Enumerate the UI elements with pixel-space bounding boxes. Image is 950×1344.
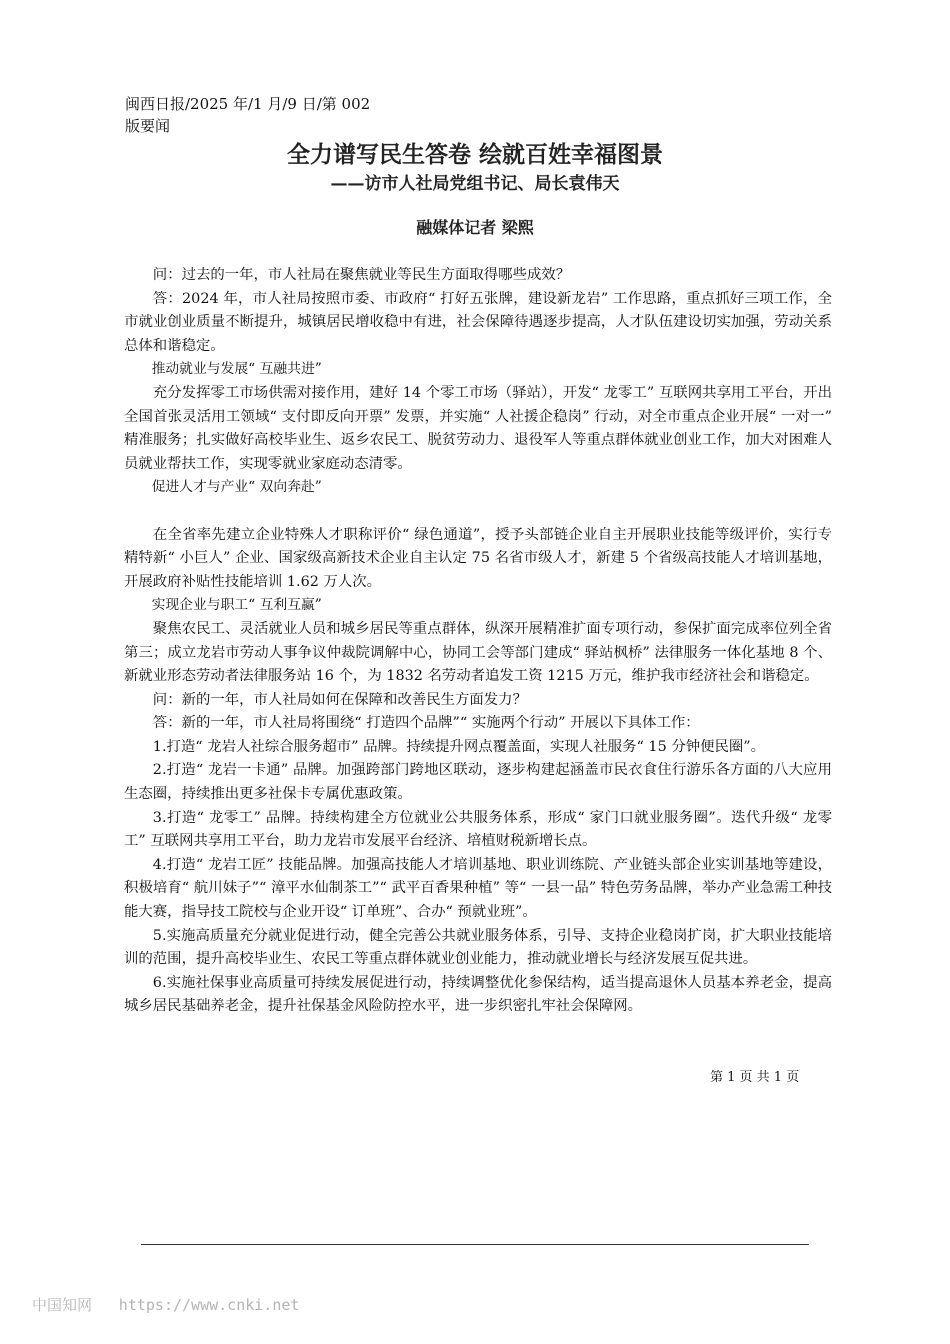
source-line: 闽西日报/2025 年/1 月/9 日/第 002 <box>125 95 371 113</box>
list-item: 1.打造“ 龙岩人社综合服务超市” 品牌。持续提升网点覆盖面，实现人社服务“ 15 分钟便民圈”。 <box>152 738 766 755</box>
list-item: 5.实施高质量充分就业促进行动，健全完善公共就业服务体系，引导、支持企业稳岗扩岗，扩大职业技能培训的范围，提升高校毕业生、农民工等重点群体就业创业能力，推动就业增长与经济发展互促共进。 <box>124 927 832 968</box>
list-item: 2.打造“ 龙岩一卡通” 品牌。加强跨部门跨地区联动，逐步构建起涵盖市民衣食住行游乐各方面的八大应用生态圈，持续推出更多社保卡专属优惠政策。 <box>124 762 832 803</box>
page-indicator: 第 1 页 共 1 页 <box>710 1070 800 1085</box>
section-subheading: 实现企业与职工“ 互利互赢” <box>151 597 322 614</box>
footer <box>32 1294 299 1316</box>
article-title: 全力谱写民生答卷 绘就百姓幸福图景 <box>286 142 663 168</box>
answer-paragraph: 答：2024 年，市人社局按照市委、市政府“ 打好五张牌，建设新龙岩” 工作思路，重点抓好三项工作，全市就业创业质量不断提升，城镇居民增收稳中有进，社会保障待遇逐步提高，人才队伍建设切实加强，劳动关系总体和谐稳定。 <box>124 290 832 354</box>
section-subheading: 推动就业与发展“ 互融共进” <box>151 361 322 378</box>
list-item: 3.打造“ 龙零工” 品牌。持续构建全方位就业公共服务体系，形成“ 家门口就业服务圈”。迭代升级“ 龙零工” 互联网共享用工平台，助力龙岩市发展平台经济、培植财税新增长点。 <box>124 809 832 850</box>
section-subheading: 促进人才与产业“ 双向奔赴” <box>151 479 322 496</box>
list-item: 4.打造“ 龙岩工匠” 技能品牌。加强高技能人才培训基地、职业训练院、产业链头部企业实训基地等建设，积极培育“ 航川妹子”“ 漳平水仙制茶工”“ 武平百香果种植” 等“ 一县一品” 特色劳务品牌，举办产业急需工种技能大赛，指导技工院校与企业开设“ 订单班”、合办“ 预就业班”。 <box>124 856 832 921</box>
body-paragraph: 聚焦农民工、灵活就业人员和城乡居民等重点群体，纵深开展精准扩面专项行动，参保扩面完成率位列全省第三；成立龙岩市劳动人事争议仲裁院调解中心，协同工会等部门建成“ 驿站枫桥” 法律服务一体化基地 8 个、新就业形态劳动者法律服务站 16 个，为 1832 名劳动者追发工资 1215 万元，维护我市经济社会和谐稳定。 <box>124 620 832 685</box>
question-paragraph: 问：过去的一年，市人社局在聚焦就业等民生方面取得哪些成效？ <box>152 267 571 283</box>
footer-divider <box>141 1244 809 1245</box>
answer-paragraph: 答：新的一年，市人社局将围绕“ 打造四个品牌”“ 实施两个行动” 开展以下具体工作： <box>152 715 700 732</box>
source-info <box>125 93 370 137</box>
site-name: 中国知网 <box>32 1296 93 1314</box>
article-subtitle: ——访市人社局党组书记、局长袁伟天 <box>330 174 620 194</box>
question-paragraph: 问：新的一年，市人社局如何在保障和改善民生方面发力？ <box>152 691 527 708</box>
body-paragraph: 充分发挥零工市场供需对接作用，建好 14 个零工市场（驿站），开发“ 龙零工” 互联网共享用工平台，开出全国首张灵活用工领域“ 支付即反向开票” 发票，并实施“ 人社援企稳岗” 行动，对全市重点企业开展“ 一对一” 精准服务；扎实做好高校毕业生、返乡农民工、脱贫劳动力、退役军人等重点群体就业创业工作，加大对困难人员就业帮扶工作，实现零就业家庭动态清零。 <box>124 384 832 472</box>
body-paragraph: 在全省率先建立企业特殊人才职称评价“ 绿色通道”，授予头部链企业自主开展职业技能等级评价，实行专精特新“ 小巨人” 企业、国家级高新技术企业自主认定 75 名省市级人才，新建 5 个省级高技能人才培训基地，开展政府补贴性技能培训 1.62 万人次。 <box>124 526 832 590</box>
article-body <box>124 264 832 1019</box>
list-item: 6.实施社保事业高质量可持续发展促进行动，持续调整优化参保结构，适当提高退休人员基本养老金，提高城乡居民基础养老金，提升社保基金风险防控水平，进一步织密扎牢社会保障网。 <box>124 974 832 1015</box>
site-url[interactable]: https://www.cnki.net <box>118 1296 300 1314</box>
section-name: 版要闻 <box>125 117 171 135</box>
article-byline: 融媒体记者 梁熙 <box>416 218 534 237</box>
